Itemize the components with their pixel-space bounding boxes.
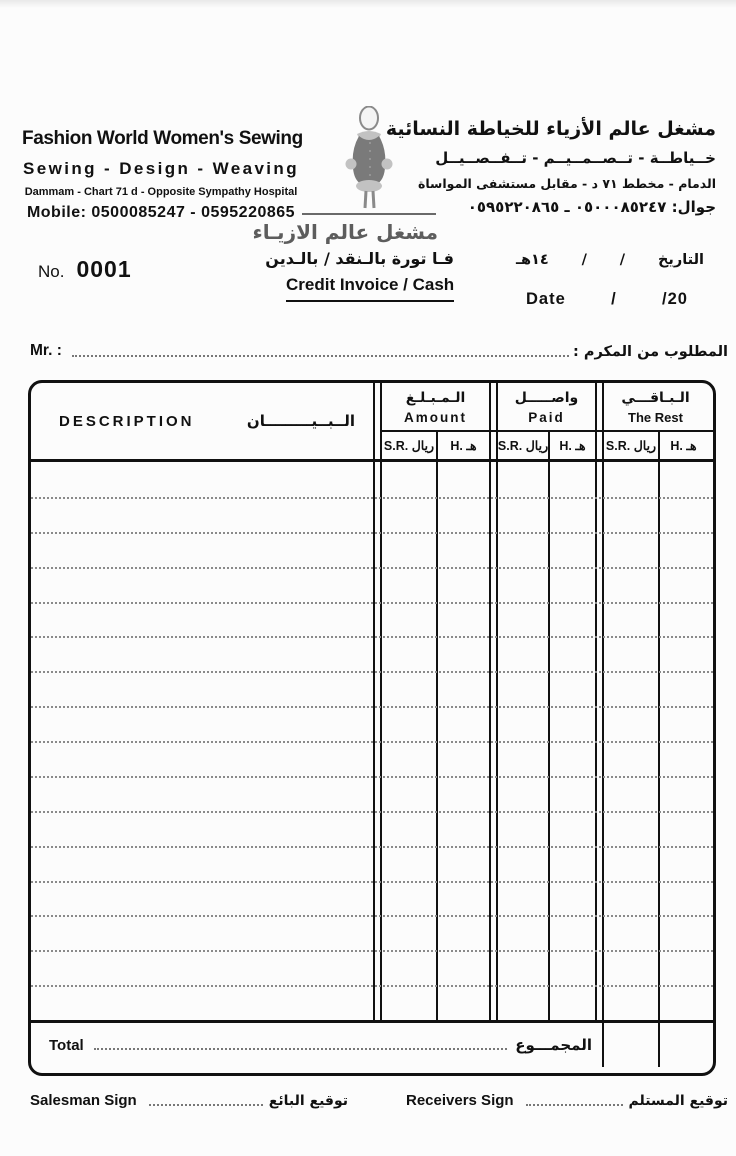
salesman-sign-label-ar: توقيع البائع xyxy=(268,1093,348,1109)
rest-label-ar: الـبـاقـــي xyxy=(621,389,690,406)
subheader-rest-h: H. هـ xyxy=(670,439,697,453)
date-label-ar: التاريخ xyxy=(657,252,704,268)
amount-label-en: Amount xyxy=(404,409,467,425)
receiver-sign-label-ar: توقيع المستلم xyxy=(628,1093,728,1109)
row-separator xyxy=(31,811,713,813)
row-separator xyxy=(31,532,713,534)
paid-label-en: Paid xyxy=(528,409,565,425)
shop-address-en: Dammam - Chart 71 d - Opposite Sympathy Hospital xyxy=(24,186,298,198)
subheader-amount-sr: S.R. ريال xyxy=(383,439,435,453)
date-block xyxy=(490,252,718,309)
rule-paid-divider xyxy=(548,430,550,1023)
row-separator xyxy=(31,950,713,952)
rule-desc-right xyxy=(373,383,375,1023)
mr-label: Mr. : xyxy=(30,342,62,359)
signature-line xyxy=(30,1092,728,1109)
salesman-sign-group xyxy=(30,1092,348,1109)
description-label-ar: الــبــيـــــــــان xyxy=(246,412,355,430)
date-slash-ar-2: / xyxy=(581,252,587,268)
column-header-rest xyxy=(604,383,707,430)
invoice-type-english: Credit Invoice / Cash xyxy=(286,275,455,294)
row-separator xyxy=(31,776,713,778)
description-label-en: DESCRIPTION xyxy=(59,412,195,430)
customer-name-dotted-field xyxy=(72,355,569,357)
total-label-ar: المجمـــوع xyxy=(515,1036,592,1054)
receiver-sign-dotted-field xyxy=(526,1104,623,1106)
shop-mobile-ar: جوال: ٠٥٠٠٠٨٥٢٤٧ ـ ٠٥٩٥٢٢٠٨٦٥ xyxy=(467,198,716,216)
invoice-type-arabic: فـا تورة بالـنقد / بالـدين xyxy=(265,249,454,268)
subheader-amount-h: H. هـ xyxy=(450,439,477,453)
shop-mobile-en: Mobile: 0500085247 - 0595220865 xyxy=(26,204,296,221)
row-separator xyxy=(31,636,713,638)
salesman-sign-dotted-field xyxy=(149,1104,263,1106)
total-dotted-field xyxy=(94,1048,508,1050)
customer-name-line xyxy=(30,342,728,360)
date-label-en: Date xyxy=(526,290,566,308)
logo-caption: مشغل عالم الازيـاء xyxy=(252,220,438,244)
subheader-paid-sr: S.R. ريال xyxy=(497,439,549,453)
header-english xyxy=(22,128,303,222)
shop-title-ar: مشغل عالم الأزياء للخياطة النسائية xyxy=(385,118,716,140)
scan-top-edge xyxy=(0,0,736,8)
row-separator xyxy=(31,706,713,708)
subheader-rest-sr: S.R. ريال xyxy=(605,439,657,453)
row-separator xyxy=(31,671,713,673)
rule-paid-right xyxy=(595,383,597,1023)
row-separator xyxy=(31,881,713,883)
rule-amount-left xyxy=(380,383,382,1023)
total-label-en: Total xyxy=(49,1036,84,1054)
rule-paid-left xyxy=(496,383,498,1023)
date-slash-en-1: / xyxy=(611,290,617,308)
date-year-prefix: /20 xyxy=(662,290,688,308)
shop-address-ar: الدمام - مخطط ٧١ د - مقابل مستشفى المواساة xyxy=(417,176,716,191)
invoice-table xyxy=(28,380,716,1076)
date-line-gregorian xyxy=(490,290,718,309)
row-separator xyxy=(31,915,713,917)
invoice-type-underline xyxy=(286,300,454,302)
receiver-sign-group xyxy=(406,1092,728,1109)
row-separator xyxy=(31,741,713,743)
row-separator xyxy=(31,567,713,569)
row-separator xyxy=(31,602,713,604)
row-separator xyxy=(31,497,713,499)
row-separator xyxy=(31,846,713,848)
salesman-sign-label-en: Salesman Sign xyxy=(30,1092,137,1109)
subheader-paid-h: H. هـ xyxy=(559,439,586,453)
column-header-paid xyxy=(498,383,595,430)
total-row xyxy=(31,1023,602,1067)
shop-subtitle-ar: خــياطــة - تــصــمــيــم - تــفــصــيــل xyxy=(435,149,716,167)
paid-label-ar: واصـــــل xyxy=(514,389,579,406)
header-arabic xyxy=(385,118,716,216)
shop-title-en: Fashion World Women's Sewing xyxy=(22,128,303,149)
date-slash-ar-1: / xyxy=(619,252,626,268)
rule-rest-left xyxy=(602,383,604,1067)
rule-amount-divider xyxy=(436,430,438,1023)
row-separator xyxy=(31,985,713,987)
logo-rule xyxy=(302,213,436,215)
invoice-number-value: 0001 xyxy=(76,256,132,282)
date-line-hijri xyxy=(490,252,718,268)
invoice-number xyxy=(38,256,132,283)
customer-label-arabic: المطلوب من المكرم : xyxy=(572,344,728,360)
rule-rest-divider xyxy=(658,430,660,1067)
receiver-sign-label-en: Receivers Sign xyxy=(406,1092,514,1109)
date-hijri-suffix: ١٤هـ xyxy=(516,252,549,268)
invoice-number-label: No. xyxy=(38,262,65,281)
amount-label-ar: الـمـبـلـغ xyxy=(405,389,466,406)
column-header-amount xyxy=(382,383,489,430)
column-header-description xyxy=(31,383,373,459)
rule-amount-right xyxy=(489,383,491,1023)
rest-label-en: The Rest xyxy=(628,409,683,425)
invoice-type xyxy=(265,249,455,302)
shop-subtitle-en: Sewing - Design - Weaving xyxy=(23,159,299,178)
rule-header-body xyxy=(31,459,713,462)
